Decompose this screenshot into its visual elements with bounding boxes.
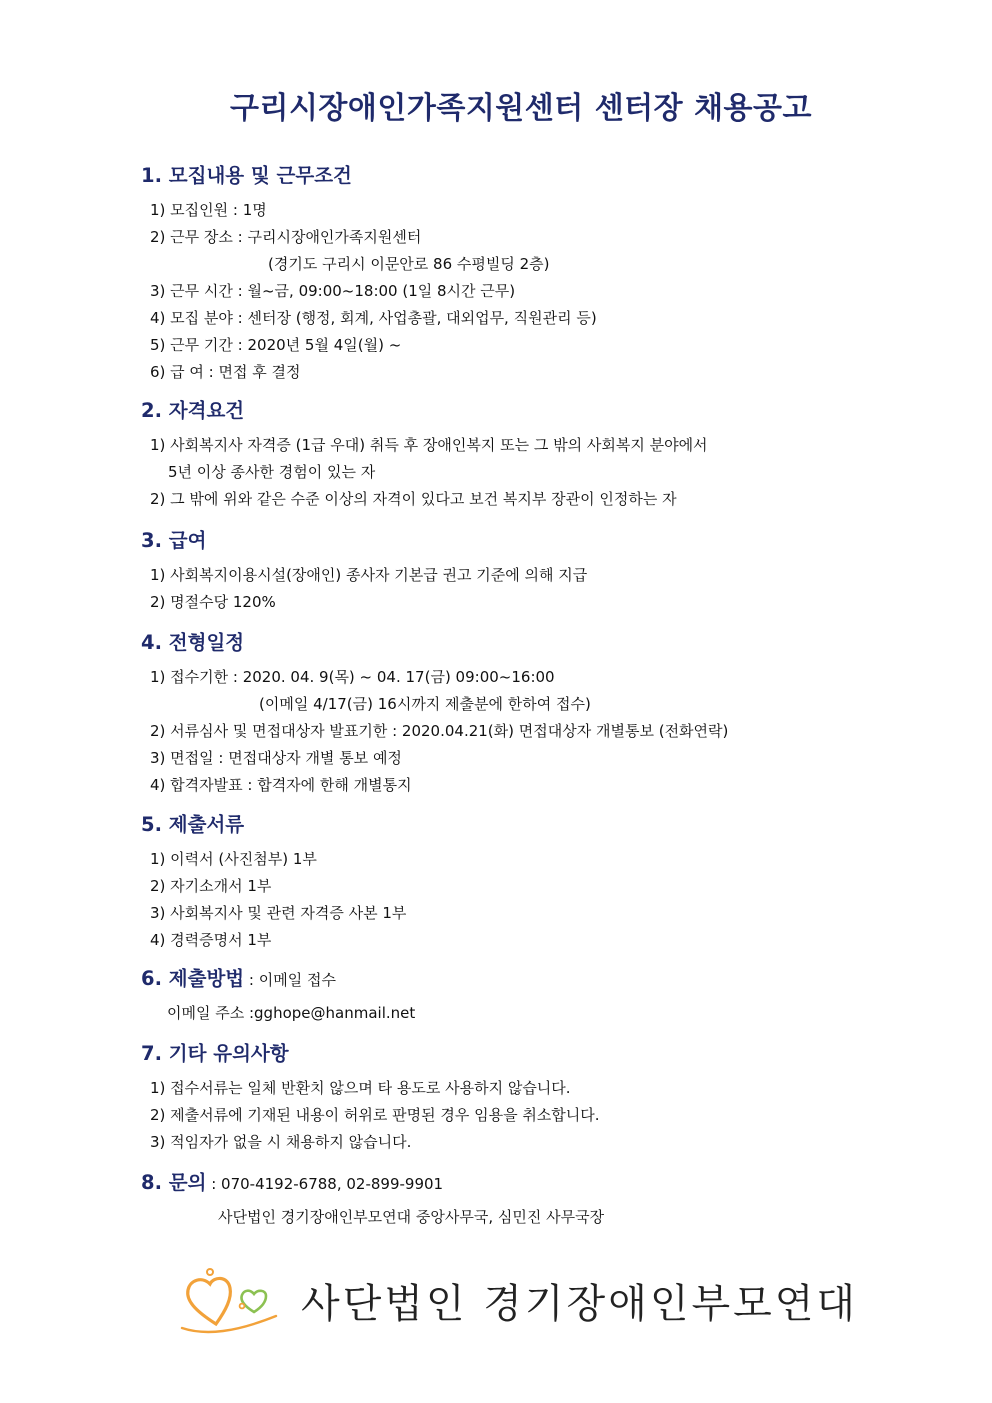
list-item: 1) 이력서 (사진첨부) 1부 [150, 850, 317, 868]
section-heading-label: 6. 제출방법 [141, 967, 245, 990]
section-heading: 2. 자격요건 [141, 399, 245, 422]
section-qualifications [141, 398, 708, 513]
section-heading: 3. 급여 [141, 529, 207, 552]
section-salary [141, 528, 587, 616]
list-item: (이메일 4/17(금) 16시까지 제출분에 한하여 접수) [259, 695, 591, 713]
list-item: 1) 접수기한 : 2020. 04. 9(목) ~ 04. 17(금) 09:00~16:00 [150, 668, 555, 686]
list-item: 1) 모집인원 : 1명 [150, 201, 267, 219]
list-item: 1) 접수서류는 일체 반환치 않으며 타 용도로 사용하지 않습니다. [150, 1079, 571, 1097]
footer-org [176, 1262, 876, 1342]
list-item: 2) 명절수당 120% [150, 593, 276, 611]
page-title: 구리시장애인가족지원센터 센터장 채용공고 [229, 91, 812, 126]
list-item: 3) 근무 시간 : 월~금, 09:00~18:00 (1일 8시간 근무) [150, 282, 516, 300]
section-heading: 1. 모집내용 및 근무조건 [141, 164, 352, 187]
list-item: 2) 그 밖에 위와 같은 수준 이상의 자격이 있다고 보건 복지부 장관이 인정하는 자 [150, 490, 677, 508]
section-notes [141, 1041, 600, 1156]
list-item: 2) 서류심사 및 면접대상자 발표기한 : 2020.04.21(화) 면접대상자 개별통보 (전화연락) [150, 722, 729, 740]
list-item: 3) 적임자가 없을 시 채용하지 않습니다. [150, 1133, 412, 1151]
section-submission [141, 966, 415, 1027]
list-item: 6) 급 여 : 면접 후 결정 [150, 363, 301, 381]
section-documents [141, 812, 406, 954]
submission-method: : 이메일 접수 [244, 971, 336, 989]
list-item: 3) 면접일 : 면접대상자 개별 통보 예정 [150, 749, 402, 767]
section-schedule [141, 630, 728, 799]
contact-person: 사단법인 경기장애인부모연대 중앙사무국, 심민진 사무국장 [218, 1208, 605, 1226]
section-recruitment [141, 163, 597, 386]
list-item: 5) 근무 기간 : 2020년 5월 4일(월) ~ [150, 336, 402, 354]
list-item: 1) 사회복지이용시설(장애인) 종사자 기본급 권고 기준에 의해 지급 [150, 566, 588, 584]
section-heading: 7. 기타 유의사항 [141, 1042, 289, 1065]
list-item: (경기도 구리시 이문안로 86 수평빌딩 2층) [268, 255, 550, 273]
contact-phone: : 070-4192-6788, 02-899-9901 [206, 1175, 444, 1193]
section-heading [141, 966, 415, 1000]
list-item: 5년 이상 종사한 경험이 있는 자 [168, 463, 376, 481]
list-item: 2) 자기소개서 1부 [150, 877, 272, 895]
list-item: 1) 사회복지사 자격증 (1급 우대) 취득 후 장애인복지 또는 그 밖의 사회복지 분야에서 [150, 436, 708, 454]
section-heading-label: 8. 문의 [141, 1171, 207, 1194]
section-contact [141, 1170, 604, 1231]
heart-logo-icon [176, 1266, 286, 1336]
org-name: 사단법인 경기장애인부모연대 [301, 1281, 859, 1327]
list-item: 4) 합격자발표 : 합격자에 한해 개별통지 [150, 776, 412, 794]
list-item: 2) 제출서류에 기재된 내용이 허위로 판명된 경우 임용을 취소합니다. [150, 1106, 600, 1124]
list-item: 4) 모집 분야 : 센터장 (행정, 회계, 사업총괄, 대외업무, 직원관리 등) [150, 309, 597, 327]
email-address: 이메일 주소 :gghope@hanmail.net [167, 1004, 416, 1022]
list-item: 2) 근무 장소 : 구리시장애인가족지원센터 [150, 228, 422, 246]
list-item: 4) 경력증명서 1부 [150, 931, 272, 949]
section-heading [141, 1170, 604, 1204]
list-item: 3) 사회복지사 및 관련 자격증 사본 1부 [150, 904, 407, 922]
section-heading: 4. 전형일정 [141, 631, 245, 654]
section-heading: 5. 제출서류 [141, 813, 245, 836]
